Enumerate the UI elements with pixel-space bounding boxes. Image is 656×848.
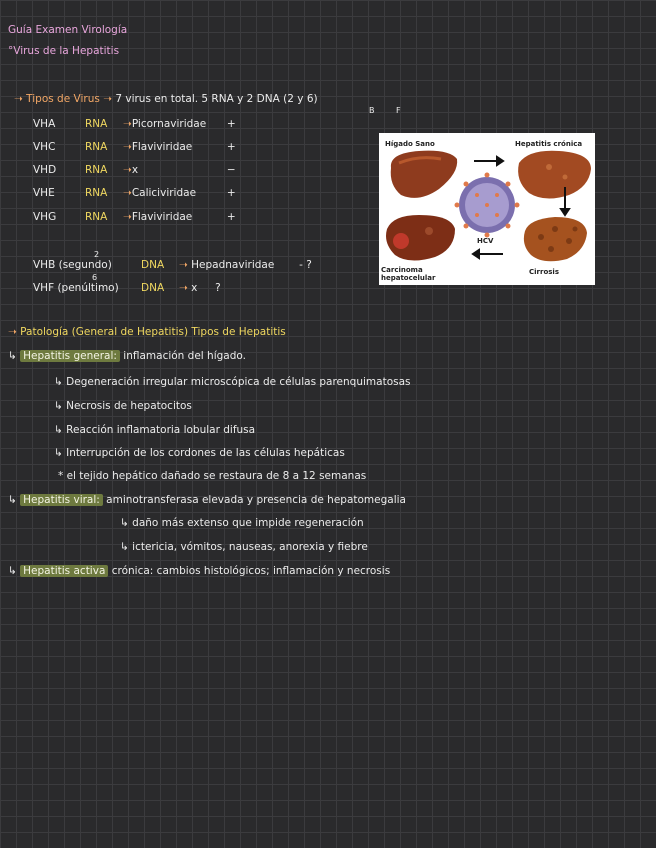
figure-label-carcinoma: Carcinoma hepatocelular bbox=[381, 266, 436, 282]
list-item: ↳ ictericia, vómitos, nauseas, anorexia y fiebre bbox=[120, 541, 368, 553]
sub-arrow-icon: ↳ bbox=[54, 424, 63, 436]
arrow-right-icon: ➝ bbox=[14, 93, 23, 105]
arrow-right-icon: ➝ bbox=[8, 326, 17, 338]
page-subtitle: °Virus de la Hepatitis bbox=[8, 45, 120, 57]
list-item: ↳ Interrupción de los cordones de las células hepáticas bbox=[54, 447, 345, 459]
chronic-liver-image bbox=[518, 151, 591, 199]
arrow-right-icon: ➝ bbox=[123, 164, 132, 176]
hcv-virus-image bbox=[455, 173, 520, 238]
regeneration-note: * el tejido hepático dañado se restaura de 8 a 12 semanas bbox=[58, 470, 367, 482]
sub-arrow-icon: ↳ bbox=[54, 447, 63, 459]
list-item: VHG RNA ➝Flaviviridae + bbox=[33, 211, 236, 223]
arrow-right-icon: ➝ bbox=[123, 141, 132, 153]
list-item: ↳ Degeneración irregular microscópica de células parenquimatosas bbox=[54, 376, 411, 388]
viral-hepatitis-line: ↳ Hepatitis viral: aminotransferasa elevada y presencia de hepatomegalia bbox=[8, 494, 406, 506]
general-hepatitis-line: ↳ Hepatitis general: inflamación del hígado. bbox=[8, 350, 246, 362]
pathology-heading: ➝ Patología (General de Hepatitis) Tipos de Hepatitis bbox=[8, 326, 286, 338]
figure-label-virus: HCV bbox=[477, 237, 494, 245]
arrow-left-icon bbox=[473, 250, 503, 258]
active-hepatitis-line: ↳ Hepatitis activa crónica: cambios histológicos; inflamación y necrosis bbox=[8, 565, 391, 577]
page-title: Guía Examen Virología bbox=[8, 24, 128, 36]
arrow-right-icon: ➝ bbox=[123, 118, 132, 130]
list-item: VHA RNA ➝Picornaviridae + bbox=[33, 118, 236, 130]
sub-arrow-icon: ↳ bbox=[120, 541, 129, 553]
sub-arrow-icon: ↳ bbox=[54, 376, 63, 388]
list-item: VHF (penúltimo) DNA ➝ x ? bbox=[33, 282, 221, 294]
superscript-label: 6 bbox=[92, 273, 98, 282]
list-item: ↳ Necrosis de hepatocitos bbox=[54, 400, 192, 412]
list-item: ↳ Reacción inflamatoria lobular difusa bbox=[54, 424, 256, 436]
sub-arrow-icon: ↳ bbox=[8, 565, 17, 577]
superscript-label: 2 bbox=[94, 250, 100, 259]
arrow-right-icon: ➝ bbox=[179, 282, 188, 294]
sub-arrow-icon: ↳ bbox=[120, 517, 129, 529]
figure-label-cirrhosis: Cirrosis bbox=[529, 268, 559, 276]
list-item: VHB (segundo) DNA ➝ Hepadnaviridae - ? bbox=[33, 259, 312, 271]
arrow-right-icon: ➝ bbox=[103, 93, 112, 105]
list-item: VHD RNA ➝x − bbox=[33, 164, 236, 176]
list-item: VHC RNA ➝Flaviviridae + bbox=[33, 141, 236, 153]
sub-arrow-icon: ↳ bbox=[54, 400, 63, 412]
figure-label-chronic: Hepatitis crónica bbox=[515, 140, 583, 148]
bullet-icon: ° bbox=[8, 45, 14, 57]
heading-b-label: B bbox=[369, 106, 375, 115]
arrow-right-icon: ➝ bbox=[123, 187, 132, 199]
arrow-right-icon bbox=[474, 157, 503, 165]
heading-f-label: F bbox=[396, 106, 401, 115]
list-item: VHE RNA ➝Caliciviridae + bbox=[33, 187, 236, 199]
figure-label-healthy: Hígado Sano bbox=[385, 140, 435, 148]
sub-arrow-icon: ↳ bbox=[8, 350, 17, 362]
figure-drawing bbox=[379, 133, 595, 285]
virus-types-heading: ➝ Tipos de Virus ➝ 7 virus en total. 5 RNA y 2 DNA (2 y 6) bbox=[14, 93, 318, 105]
cirrhosis-liver-image bbox=[524, 217, 587, 261]
sub-arrow-icon: ↳ bbox=[8, 494, 17, 506]
list-item: ↳ daño más extenso que impide regeneración bbox=[120, 517, 364, 529]
hepatitis-progression-figure bbox=[379, 133, 595, 285]
arrow-right-icon: ➝ bbox=[123, 211, 132, 223]
arrow-right-icon: ➝ bbox=[179, 259, 188, 271]
